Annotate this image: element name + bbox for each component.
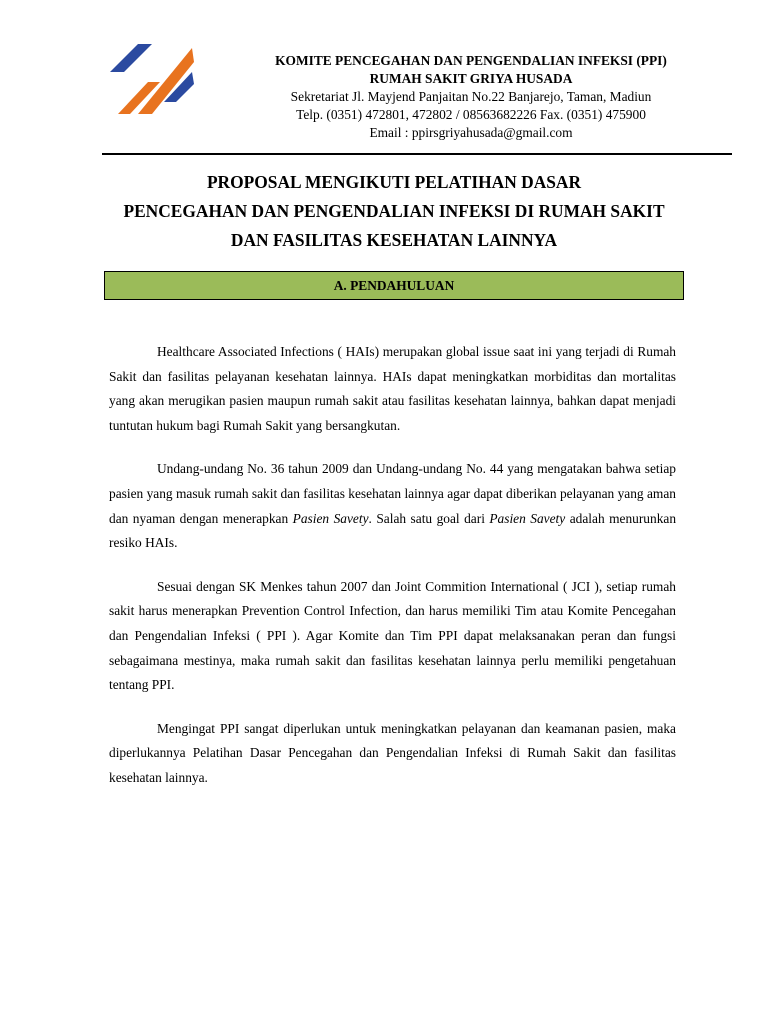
paragraph-3: Sesuai dengan SK Menkes tahun 2007 dan Joint Commition International ( JCI ), setiap rumah sakit harus menerapkan Prevention Control Infection, dan harus memiliki Tim atau Komite Pencegahan dan Pengendalian Infeksi ( PPI ). Agar Komite dan Tim PPI dapat melaksanakan peran dan fungsi sebagaimana mestinya, maka rumah sakit dan fasilitas kesehatan lainnya perlu memiliki pengetahuan tentang PPI. <box>109 578 676 693</box>
paragraph-2 <box>109 457 676 555</box>
paragraph-2-text-c: adalah menurunkan resiko HAIs. <box>109 510 677 551</box>
section-heading: A. PENDAHULUAN <box>333 277 455 293</box>
address-line: Sekretariat Jl. Mayjend Panjaitan No.22 Banjarejo, Taman, Madiun <box>290 89 652 104</box>
paragraph-4: Mengingat PPI sangat diperlukan untuk meningkatkan pelayanan dan keamanan pasien, maka diperlukannya Pelatihan Dasar Pencegahan dan Pengendalian Infeksi di Rumah Sakit dan fasilitas kesehatan lainnya. <box>109 720 676 785</box>
paragraph-2-text-b: . Salah satu goal dari <box>368 510 490 526</box>
title-line-2: PENCEGAHAN DAN PENGENDALIAN INFEKSI DI RUMAH SAKIT <box>123 201 665 221</box>
email-line: Email : ppirsgriyahusada@gmail.com <box>369 125 573 140</box>
paragraph-2-text-a: Undang-undang No. 36 tahun 2009 dan Undang-undang No. 44 yang mengatakan bahwa setiap pasien yang masuk rumah sakit dan fasilitas kesehatan lainnya agar dapat diberikan pelayanan yang aman dan nyaman dengan menerapkan <box>109 461 676 526</box>
hospital-name: RUMAH SAKIT GRIYA HUSADA <box>369 71 573 86</box>
title-line-1: PROPOSAL MENGIKUTI PELATIHAN DASAR <box>206 172 582 192</box>
header-divider <box>102 153 732 155</box>
logo-stripe-blue-top <box>110 44 152 72</box>
paragraph-1: Healthcare Associated Infections ( HAIs) merupakan global issue saat ini yang terjadi di Rumah Sakit dan fasilitas pelayanan kesehatan lainnya. HAIs dapat meningkatkan morbiditas dan mortalitas yang akan merugikan pasien maupun rumah sakit atau fasilitas kesehatan lainnya, bahkan dapat menjadi tuntutan hukum bagi Rumah Sakit yang bersangkutan. <box>109 344 676 433</box>
title-line-3: DAN FASILITAS KESEHATAN LAINNYA <box>230 230 558 250</box>
phone-line: Telp. (0351) 472801, 472802 / 08563682226 Fax. (0351) 475900 <box>296 107 646 122</box>
paragraph-2-italic-2: Pasien Savety <box>489 510 566 526</box>
document-title <box>100 168 688 255</box>
committee-name: KOMITE PENCEGAHAN DAN PENGENDALIAN INFEKSI (PPI) <box>275 53 667 68</box>
letterhead <box>210 52 732 142</box>
section-heading-bar <box>104 271 684 300</box>
hospital-logo <box>108 42 196 116</box>
paragraph-2-italic-1: Pasien Savety <box>292 510 369 526</box>
document-body <box>109 340 676 810</box>
